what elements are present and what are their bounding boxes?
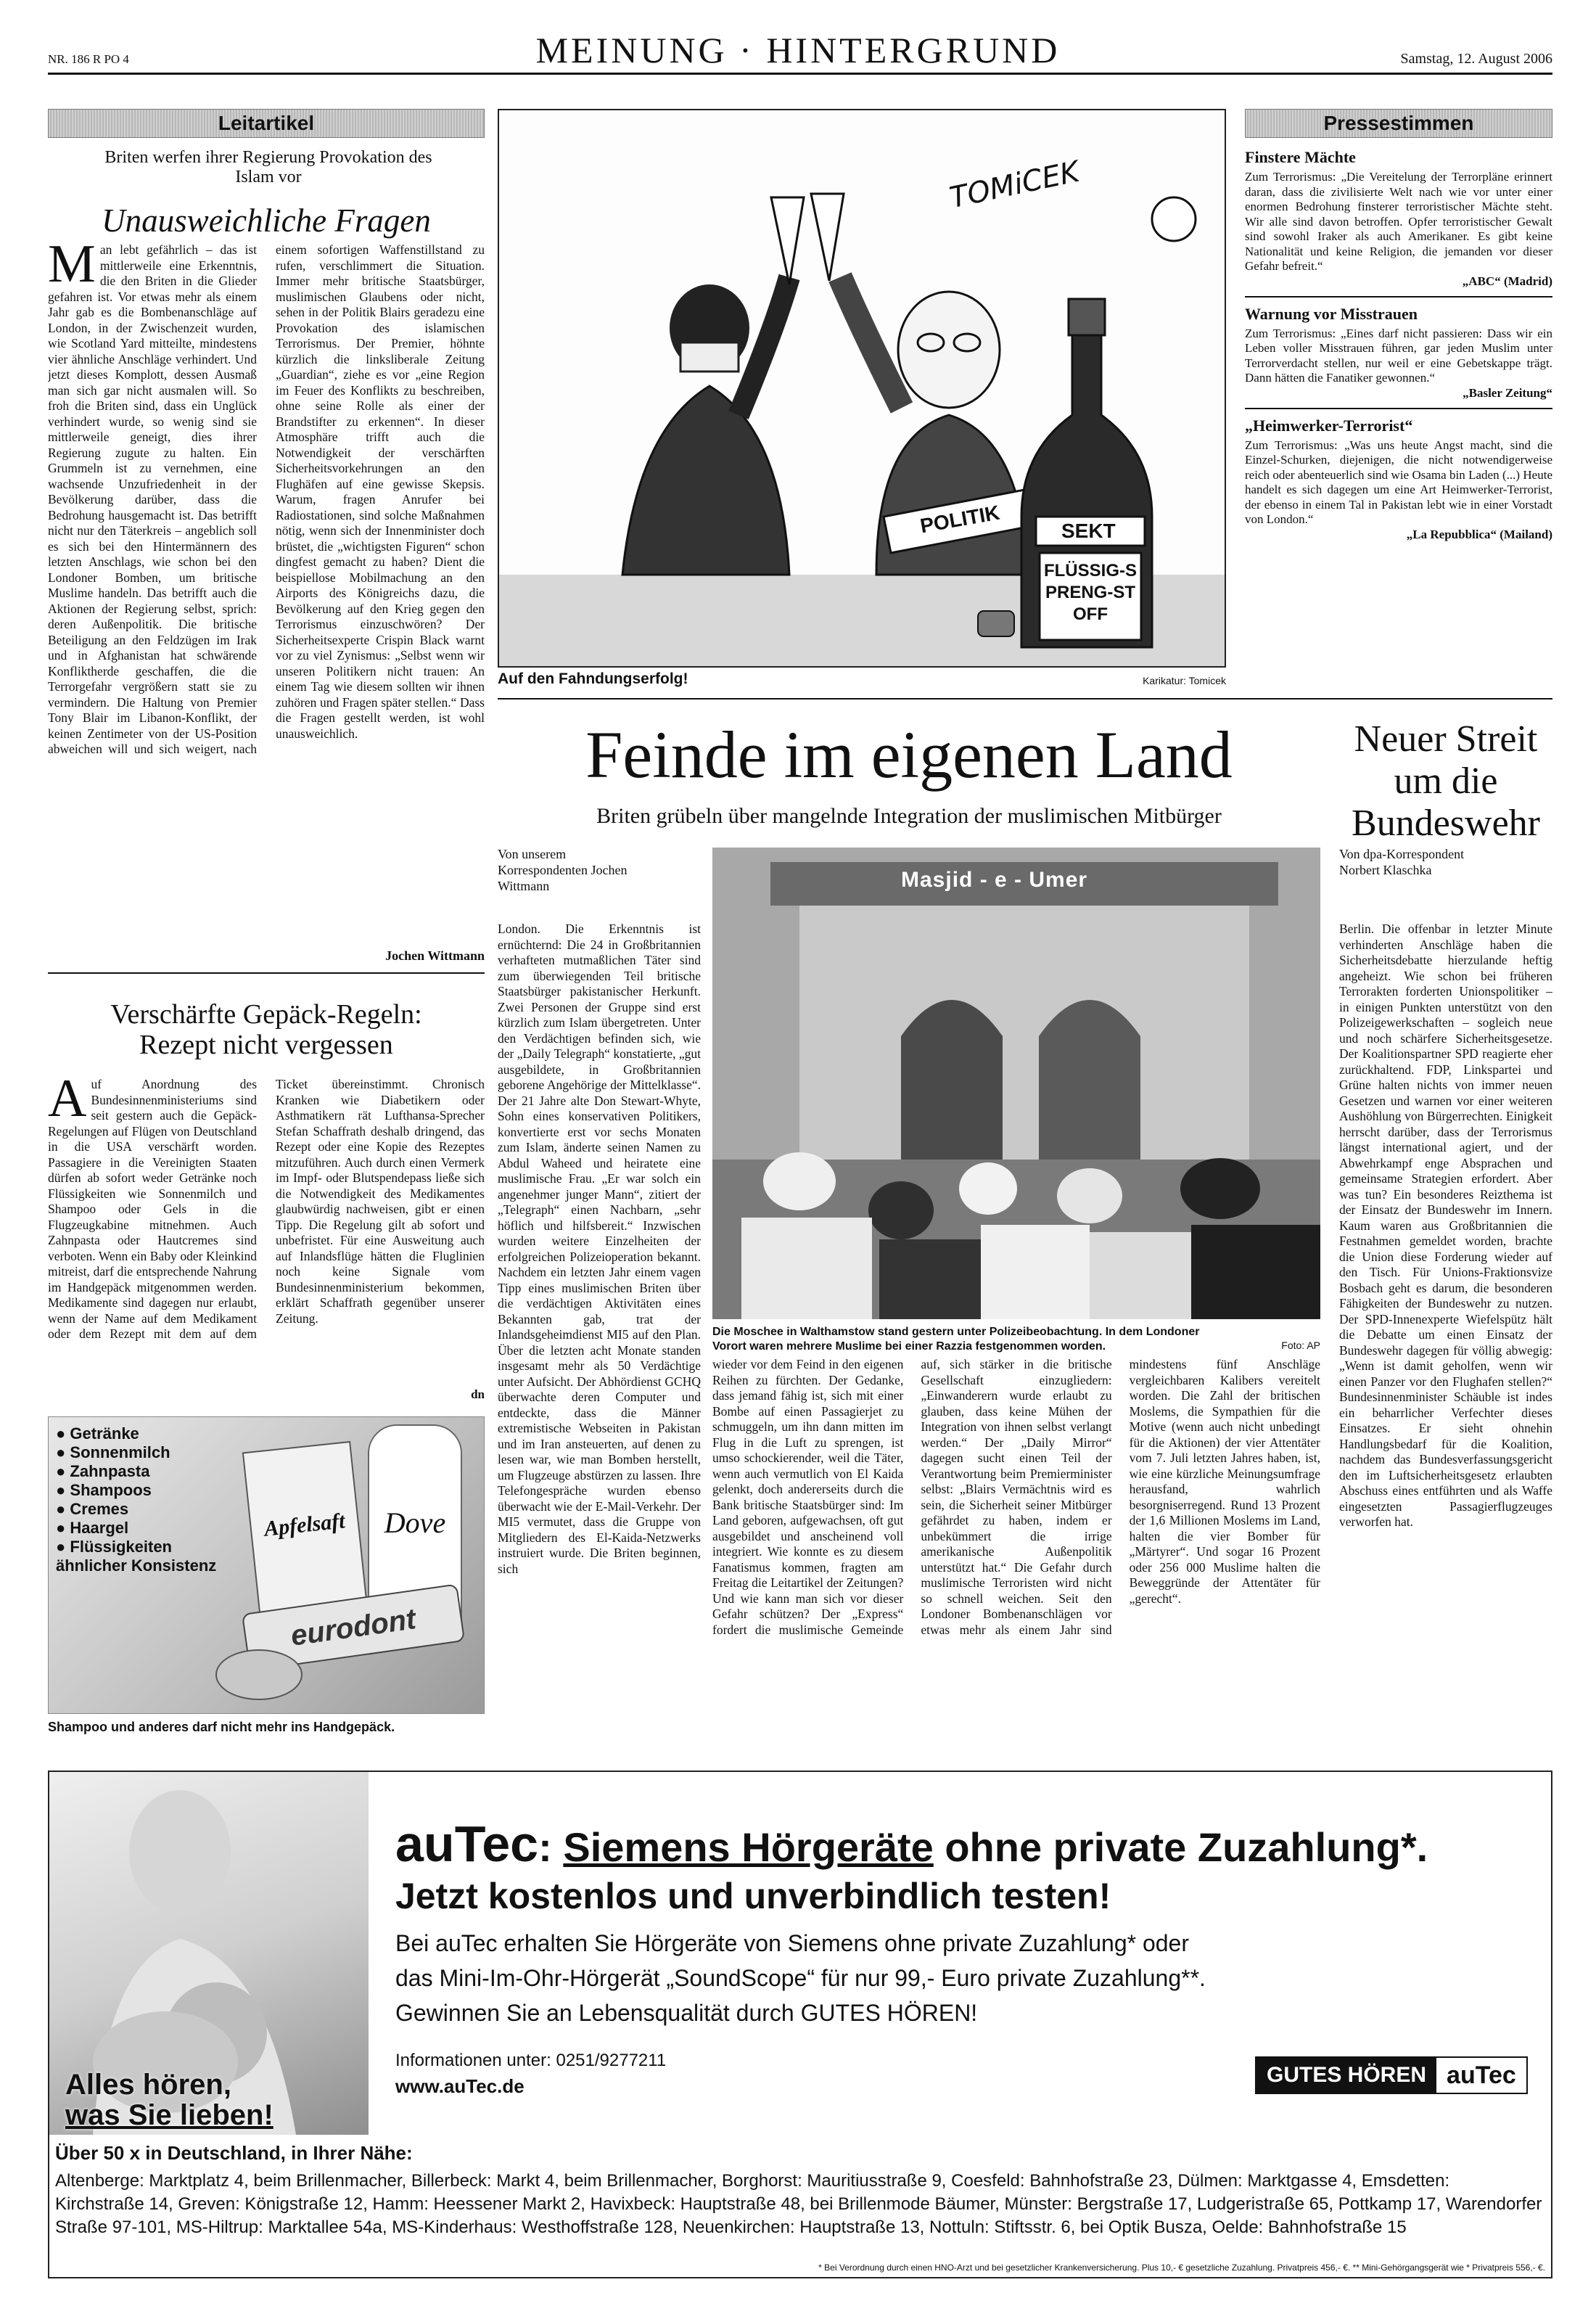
toothpaste-label: eurodont [289,1603,418,1652]
list-item: ● Zahnpasta [56,1462,150,1480]
bundeswehr-body: Berlin. Die offenbar in letzter Minute verhinderten Anschläge haben die Sicherheitsdebatte hierzulande heftig angeheizt. Wie schon bei früheren Terrorakten forderten Unionspolitiker – in einigen Punkten unterstützt von den Polizeigewerkschaften – sogleich neue und noch schärfere Sicherheitsgesetze. Der Koalitionspartner SPD reagierte eher zurückhaltend. FDP, Linkspartei und Grüne halten nichts von immer neuen Gesetzen und warnen vor einer weiteren Aushöhlung von Bürgerrechten. Einigkeit herrscht darüber, dass der Terrorismus längst international agiert, und der Abwehrkampf enge Absprachen und gemeinsame Strategien erfordert. Aber was tun? Ein besonderes Reizthema ist der Einsatz der Bundeswehr im Innern. Kaum waren aus Großbritannien die Festnahmen gemeldet worden, brachte die Union diese Forderung wieder auf den Tisch. Für Unions-Fraktionsvize Bosbach geht es darum, die besonderen Fähigkeiten der Bundeswehr zu nutzen. Der SPD-Innenexperte Wiefelspütz hält die Debatte um einen Einsatz der Bundeswehr dagegen für völlig abwegig: „Wenn ist damit geholfen, wenn wir einen Panzer vor den Flughafen stellen?“ Bundesinnenminister Schäuble ist indes ein beharrlicher Verfechter dieses Einsatzes. Er sieht ohnehin Handlungsbedarf für die Koalition, nachdem das Bundesverfassungsgericht den im Luftsicherheitsgesetz erlaubten Abschuss eines entführten und als Waffe eingesetzten Passagierflugzeuges verworfen hat. [1339,922,1552,1529]
cartoon-label-politik: POLITIK [918,501,1002,538]
presse-item-title: „Heimwerker-Terrorist“ [1245,416,1413,435]
presse-divider [1245,408,1552,409]
cartoon-frame [498,109,1226,668]
gepaeck-body: Auf Anordnung des Bundesinnenministeriums sind seit gestern auch die Gepäck-Regelungen auf Flügen von Deutschland in die USA verschärft worden. Passagiere in die Vereinigten Staaten dürfen ab sofort weder Getränke noch Flüssigkeiten wie Sonnenmilch und Shampoo oder Gels in die Flugzeugkabine mitnehmen. Auch Zahnpasta oder Hautcremes sind verboten. Wenn ein Baby oder Kleinkind mitreist, darf die entsprechende Nahrung im Handgepäck mitgenommen werden. Medikamente sind dagegen nur erlaubt, wenn der Name auf dem Medikament oder dem Rezept mit dem auf dem Ticket übereinstimmt. Chronisch Kranken wie Diabetikern oder Asthmatikern rät Lufthansa-Sprecher Stefan Schaffrath deshalb dringend, das Rezept oder eine Kopie des Rezeptes mitzuführen. Auch durch einen Vermerk im Impf- oder Blutspendepass ließe sich die Notwendigkeit des Medikamentes glaubwürdig nachweisen, gibt er einen Tipp. Die Regelung gilt ab sofort und unbefristet. Für eine Ausweitung auch auf Inlandsflüge hätten die Fluglinien noch keine Signale vom Bundesinnenministerium bekommen, erklärt Schaffrath gegenüber unserer Zeitung. [48,1077,485,1341]
gepaeck-author: dn [471,1387,485,1401]
ad-info-prefix: Informationen unter: [395,2051,551,2070]
section-title: MEINUNG · HINTERGRUND [535,30,1061,70]
presse-item-body: Zum Terrorismus: „Die Vereitelung der Terrorpläne erinnert daran, dass die zivilisierte Welt nach wie vor unter einer enormen Bedrohung finsterer terroristischer Mächte steht. Wir alle sind davon betroffen. Opfer terroristischer Gewalt sind sowohl Iraker als auch Amerikaner. Es gibt keine Nationalität und keine Religion, die jemanden vor dieser Gefahr befreit.“ [1245,170,1552,273]
gepaeck-photo [48,1416,485,1714]
mosque-caption: Die Moschee in Walthamstow stand gestern unter Polizeibeobachtung. In dem Londoner Vorort waren mehrere Muslime bei einer Razzia festgenommen worden. [712,1326,1200,1353]
ad-body-line3: Gewinnen Sie an Lebensqualität durch GUTES HÖREN! [395,2000,978,2026]
ad-body-line2: das Mini-Im-Ohr-Hörgerät „SoundScope“ für nur 99,- Euro private Zuzahlung**. [395,1965,1206,1991]
issue-number: NR. 186 R PO 4 [48,52,129,66]
feinde-body-lower: wieder vor dem Feind in den eigenen Reihen zu fürchten. Der Gedanke, dass jemand fähig ist, sich mit einer Bombe auf einen Passagierjet zu schmuggeln, um ihn dann mitten im Flug in die Luft zu sprengen, ist umso schockierender, weil die Täter, wenn auch vermutlich von El Kaida gelenkt, doch andererseits durch die Bank britische Staatsbürger sind: Im Land geboren, aufgewachsen, oft gut ausgebildet und anscheinend voll integriert. Wie konnte es zu diesem Fanatismus kommen, fragten am Freitag die Leitartikel der Zeitungen? Und wie kann man sich vor dieser Gefahr schützen? Der „Express“ fordert die muslimische Gemeinde auf, sich stärker in die britische Gesellschaft einzugliedern: „Einwanderern wurde erlaubt zu glauben, dass keine Mühen der Integration von ihnen selbst verlangt werden.“ Der „Daily Mirror“ dagegen sucht einen Teil der Verantwortung beim Premierminister selbst: „Blairs Vermächtnis wird es sein, die Sicherheit seiner Mitbürger gefährdet zu haben, indem er unbekümmert die irrige amerikanische Außenpolitik unterstützt hat.“ Die Gefahr durch muslimische Terroristen wird nicht so schnell weichen. Seit den Londoner Bombenanschlägen vor etwas mehr als einem Jahr sind mindestens fünf Anschläge vergleichbaren Kalibers vereitelt worden. Die Zahl der britischen Moslems, die Sympathien für die Motive (wenn auch nicht unbedingt für die Aktionen) der vier Attentäter vom 7. Juli letzten Jahres haben, ist, wie eine kürzliche Meinungsumfrage herausfand, wahrlich besorgniserregend. Rund 13 Prozent der 1,6 Millionen Moslems im Land, halten die vier Bomber für „Märtyrer“. Und sogar 16 Prozent oder 256 000 Muslime halten die Beweggründe der Attentäter für „gerecht“. [712,1357,1320,1637]
cartoon-signature: TOMiCEK [947,155,1082,216]
presse-item-title: Finstere Mächte [1245,148,1356,166]
presse-item-source: „Basler Zeitung“ [1463,385,1552,400]
presse-item-title: Warnung vor Misstrauen [1245,304,1418,323]
feinde-col1-text: London. Die Erkenntnis ist ernüchternd: Die 24 in Großbritannien verhafteten mutmaßlichen Täter sind zum überwiegenden Teil britische Staatsbürger pakistanischer Herkunft. Zwei Personen der Gruppe sind erst kürzlich zum Islam übergetreten. Unter den Verdächtigen befinden sich, wie der „Daily Telegraph“ konstatierte, „gut ausgebildete, in Großbritannien geborene Angehörige der Mittelklasse“. Der 21 Jahre alte Don Stewart-Whyte, Sohn eines konservativen Politikers, konvertierte erst vor sechs Monaten zum Islam, änderte seinen Namen zu Abdul Waheed und heiratete eine muslimische Frau. „Er war solch ein angenehmer junger Mann“, zitiert der „Telegraph“ einen Nachbarn, „sehr höflich und hilfsbereit.“ Inzwischen wurden weitere Einzelheiten der erfolgreichen Polizeioperation bekannt. Nachdem ein letzten Jahr einem vagen Tipp eines muslimischen Briten über die verdächtigen Aktivitäten eines Bekannten gab, trat der Inlandsgeheimdienst MI5 auf den Plan. Über die letzten acht Monate standen insgesamt mehr als 50 Verdächtige unter Aufsicht. Der Abhördienst GCHQ überwachte deren Computer und entdeckte, dass die Männer extremistische Webseiten in Pakistan und im Iran ansteuerten, auf denen zu lesen war, wie man Bomben herstellt, um Flugzeuge abstürzen zu lassen. Ihre Telefongespräche wurden ebenso überwacht wie der E-Mail-Verkehr. Der MI5 vermutet, dass die Gruppe von Mitgliedern des El-Kaida-Netzwerks instruiert wurde. Die Briten beginnen, sich [498,922,701,1576]
leitartikel-label: Leitartikel [48,109,485,138]
mosque-sign: Masjid - e - Umer [901,868,1088,892]
list-item: ● Shampoos [56,1481,152,1499]
ad-brand: auTec [395,1815,539,1872]
presse-label: Pressestimmen [1245,109,1552,138]
forbidden-items-list [56,1424,244,1575]
list-item: ● Getränke [56,1424,139,1443]
mosque-photo-credit: Foto: AP [1281,1339,1320,1351]
ad-locations: Altenberge: Marktplatz 4, beim Brillenmacher, Billerbeck: Markt 4, beim Brillenmacher, Borghorst: Mauritiusstraße 9, Coesfeld: Bahnhofstraße 23, Dülmen: Marktgasse 4, Emsdetten: Kirchstraße 14, Greven: Königstraße 12, Hamm: Heessener Markt 2, Havixbeck: Hauptstraße 48, bei Brillenmode Bäumer, Münster: Bergstraße 17, Ludgeristraße 65, Pottkamp 17, Warendorfer Straße 97-101, MS-Hiltrup: Marktallee 54a, MS-Kinderhaus: Westhoffstraße 128, Neuenkirchen: Hauptstraße 13, Nottuln: Stiftsstr. 6, bei Optik Busza, Oelde: Bahnhofstraße 15 [55,2171,1542,2237]
header-rule [48,73,1552,75]
bundeswehr-title: Neuer Streit um die Bundeswehr [1352,718,1540,844]
ad-logo-left: GUTES HÖREN [1256,2058,1436,2093]
leitartikel-rule [48,972,485,974]
mosque-photo [712,848,1320,1319]
list-item: ● Cremes [56,1500,129,1518]
gepaeck-caption: Shampoo und anderes darf nicht mehr ins Handgepäck. [48,1720,395,1734]
ad-locations-head: Über 50 x in Deutschland, in Ihrer Nähe: [55,2142,413,2164]
presse-section [1245,148,1552,542]
bundeswehr-byline: Von dpa-Korrespondent Norbert Klaschka [1339,847,1465,877]
section-rule [498,698,1552,699]
list-item: ● Flüssigkeiten ähnlicher Konsistenz [56,1538,217,1575]
presse-divider [1245,296,1552,298]
cartoon-caption: Auf den Fahndungserfolg! [498,670,688,687]
cartoon-label-content: FLÜSSIG-SPRENG-STOFF [1043,561,1137,624]
shampoo-label: Dove [384,1506,446,1539]
gepaeck-title-line2: Rezept nicht vergessen [139,1030,393,1060]
presse-item-body: Zum Terrorismus: „Eines darf nicht passieren: Dass wir ein Leben voller Misstrauen führen, gar jeden Muslim unter Terrorverdacht stellen, nur weil er eine Gebetskappe trägt. Dann hätten die Fanatiker gewonnen.“ [1245,326,1552,385]
cream-jar [215,1649,303,1700]
feinde-byline: Von unserem Korrespondenten Jochen Wittmann [498,847,628,893]
issue-date: Samstag, 12. August 2006 [1400,51,1552,67]
ad-logo-right: auTec [1436,2058,1526,2093]
leitartikel-body: Man lebt gefährlich – das ist mittlerweile eine Erkenntnis, die den Briten in die Glieder gefahren ist. Vor etwas mehr als einem Jahr gab es die Bombenanschläge auf London, in der Zwischenzeit wurden, wie Scotland Yard mitteilte, mindestens vier ähnliche Anschläge verhindert. Und jetzt dieses Komplott, dessen Ausmaß man sich gar nicht ausmalen will. So froh die Briten sind, dass ein Unglück verhindert wurde, so wenig sind sie mittlerweile geneigt, dies ihrer Regierung zugute zu halten. Ein Grummeln ist zu vernehmen, eine wachsende Unzufriedenheit in der Bevölkerung darüber, dass die Bedrohung hausgemacht ist. Das betrifft nicht nur den Täterkreis – angeblich soll es sich bei den Hintermännern des letzten Anschlags, wie schon bei den Londoner Bomben, um britische Muslime handeln. Das betrifft auch die Aktionen der Regierung selbst, sprich: deren Außenpolitik. Die britische Beteiligung an den Feldzügen im Irak und in Afghanistan hat schwärende Konfliktherde geschaffen, die die Terrorgefahr vergrößern statt sie zu vermindern. Die Haltung von Premier Tony Blair im Libanon-Konflikt, der keinen Zentimeter von der US-Position abweichen will und sich weigert, nach einem sofortigen Waffenstillstand zu rufen, verschlimmert die Situation. Immer mehr britische Staatsbürger, muslimischen Glaubens oder nicht, sehen in der Politik Blairs geradezu eine Provokation des islamischen Terrorismus. Der Premier, höhnte kürzlich die linksliberale Zeitung „Guardian“, ziehe es vor „eine Region im Feuer des Konflikts zu beschreiben, ohne seine Rolle als einer der Brandstifter zu erkennen“. In dieser Atmosphäre trifft auch die Notwendigkeit der verschärften Sicherheitsvorkehrungen an den Flughäfen auf eine gewisse Skepsis. Warum, fragen Anrufer bei Radiostationen, sind solche Maßnahmen nötig, wenn sich der Innenminister doch brüstet, die „wichtigsten Figuren“ schon dingfest gemacht zu haben? Dient die beispiellose Mobilmachung an den Airports des Königreichs dazu, die Bevölkerung auf den Krieg gegen den Terrorismus einzuschwören? Der Sicherheitsexperte Crispin Black warnt vor zu viel Zynismus: „Selbst wenn wir unseren Politikern nicht trauen: An einem Tag wie diesem sollten wir ihnen zuhören und Fragen später stellen.“ Dass die Fragen gestellt werden, ist wohl unausweichlich. [48,242,485,756]
cartoon-label-sekt: SEKT [1061,520,1116,542]
list-item: ● Sonnenmilch [56,1443,170,1461]
feinde-subtitle: Briten grübeln über mangelnde Integration der muslimischen Mitbürger [596,804,1222,828]
ad-body-line1: Bei auTec erhalten Sie Hörgeräte von Siemens ohne private Zuzahlung* oder [395,1930,1189,1956]
feinde-title: Feinde im eigenen Land [585,718,1233,792]
leitartikel-title: Unausweichliche Fragen [102,202,431,239]
ad-slogan-line1: Alles hören, [65,2069,231,2101]
ad-info-label [395,2051,666,2071]
ad-slogan-line2: was Sie lieben! [65,2099,273,2131]
ad-headline-underlined: Siemens Hörgeräte [563,1824,934,1870]
ad-logo [1255,2056,1528,2094]
juice-label: Apfelsaft [263,1509,346,1541]
presse-item-source: „La Repubblica“ (Mailand) [1406,527,1552,541]
politician-head [898,292,1000,408]
leitartikel-author: Jochen Wittmann [385,948,485,963]
ad-web-link[interactable]: www.auTec.de [395,2075,525,2097]
ad-headline-colon: : [538,1824,552,1870]
gepaeck-title-line1: Verschärfte Gepäck-Regeln: [110,999,422,1030]
presse-item-body: Zum Terrorismus: „Was uns heute Angst macht, sind die Einzel-Schurken, diejenigen, die nicht notwendigerweise reich oder abenteuerlich sind wie Osama bin Laden (...) Heute handelt es sich dagegen um eine Art Heimwerker-Terrorist, der ebenso in einem Tal in Pakistan lebt wie in einer Vorstadt von London.“ [1245,438,1552,526]
ad-footnote: * Bei Verordnung durch einen HNO-Arzt und bei gesetzlicher Krankenversicherung. Plus 10,- € gesetzliche Zuzahlung. Privatpreis 456,- €. ** Mini-Gehörgangsgerät wie * Privatpreis 556,- €. [818,2262,1545,2273]
mosque-photo-image [712,848,1320,1319]
presse-item-source: „ABC“ (Madrid) [1462,274,1552,288]
cartoon-credit: Karikatur: Tomicek [1143,675,1226,686]
leitartikel-kicker: Briten werfen ihrer Regierung Provokation des Islam vor [104,148,432,186]
ad-headline [395,1815,1542,1872]
ad-slogan-box [65,2069,312,2132]
ad-phone[interactable]: 0251/9277211 [556,2051,667,2070]
feinde-col1-top [498,922,701,1740]
list-item: ● Haargel [56,1519,129,1537]
ad-subheadline: Jetzt kostenlos und unverbindlich testen! [395,1876,1111,1916]
ad-headline-rest: ohne private Zuzahlung*. [945,1824,1428,1870]
